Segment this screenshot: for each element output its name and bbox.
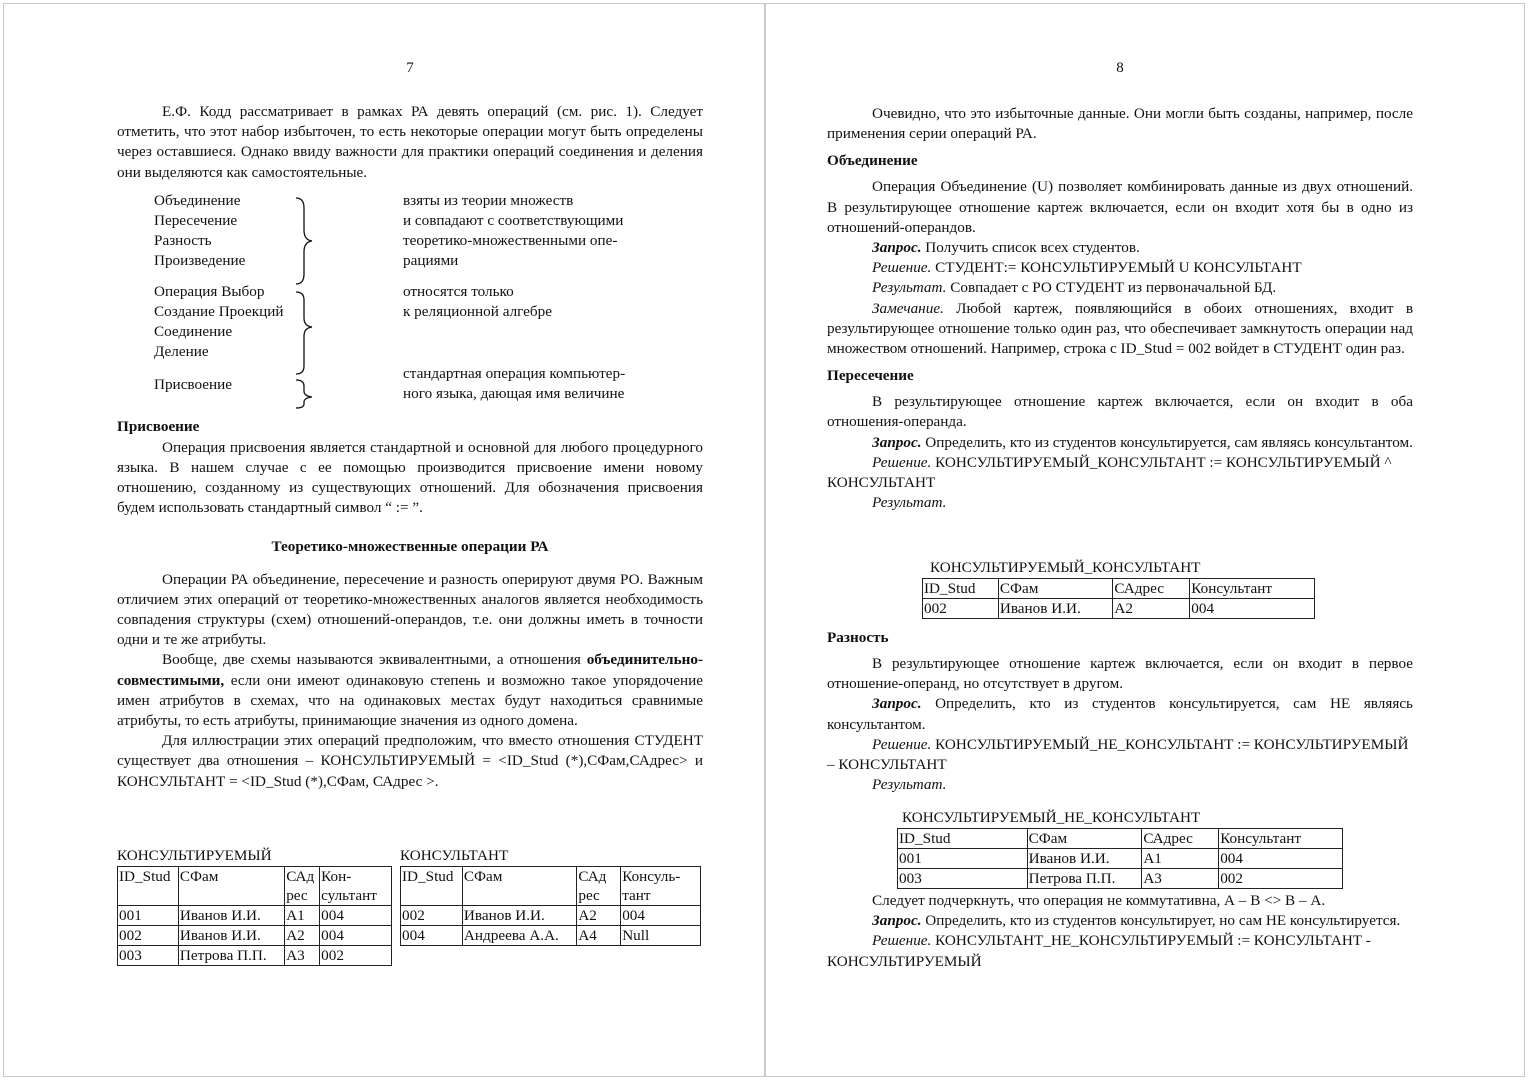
op-item: Разность: [154, 231, 212, 249]
table-row: [898, 869, 1343, 889]
table-caption: КОНСУЛЬТИРУЕМЫЙ_НЕ_КОНСУЛЬТАНТ: [902, 809, 1201, 826]
table-caption: КОНСУЛЬТИРУЕМЫЙ_КОНСУЛЬТАНТ: [930, 559, 1201, 576]
left-page: [117, 0, 703, 1080]
op-desc: и совпадают с соответствующими: [403, 211, 624, 229]
brace-graphics: [117, 189, 157, 415]
column-header: ID_Stud: [923, 579, 999, 599]
table-cell: Null: [621, 926, 701, 946]
table-cell: Иванов И.И.: [1027, 849, 1142, 869]
section-heading: Объединение: [827, 152, 918, 170]
section-heading: Пересечение: [827, 367, 914, 385]
op-desc: взяты из теории множеств: [403, 191, 574, 209]
table-cell: 004: [1190, 599, 1315, 619]
table-row: [898, 849, 1343, 869]
table-row: [923, 599, 1315, 619]
table-cell: 002: [118, 926, 179, 946]
table-header-row: [923, 579, 1315, 599]
intro-paragraph: Е.Ф. Кодд рассматривает в рамках РА девять операций (см. рис. 1). Следует отметить, что этот набор избыточен, то есть некоторые операции могут быть определены через оставшиеся. Однако ввиду важности для практики операций соединения и деления они выделяются как самостоятельные.: [117, 103, 703, 181]
operations-list: [117, 189, 703, 415]
query-line: Запрос. Определить, кто из студентов консультируется, сам являясь консультантом.: [872, 433, 1413, 451]
curly-braces: [290, 190, 320, 420]
table-cell: 004: [1219, 849, 1343, 869]
column-header: Консультант: [1190, 579, 1315, 599]
column-header: ID_Stud: [118, 867, 179, 906]
section-heading: Разность: [827, 629, 889, 646]
assign-paragraph: Операция присвоения является стандартной и основной для любого процедурного языка. В нашем случае с ее помощью производится присвоение имени новому отношению, созданному из существующих отношений. Для обозначения присвоения будем использовать стандартный символ “ := ”.: [117, 438, 703, 517]
table-cell: Иванов И.И.: [178, 906, 284, 926]
op-item: Присвоение: [154, 375, 233, 393]
op-item: Операция Выбор: [154, 282, 265, 300]
table-row: [118, 946, 392, 966]
section-title: Теоретико-множественные операции РА: [271, 537, 549, 555]
column-header: Консуль- тант: [621, 867, 701, 906]
table-cell: 003: [118, 946, 179, 966]
table-header-row: [401, 867, 701, 906]
paragraph: В результирующее отношение картеж включается, если он входит в первое отношение-операнд, но отсутствует в другом.: [827, 655, 1413, 693]
column-header: СФам: [998, 579, 1113, 599]
column-header: САдрес: [1142, 829, 1219, 849]
table-cell: А3: [285, 946, 320, 966]
table-cell: А2: [285, 926, 320, 946]
table-cell: 002: [923, 599, 999, 619]
table-konsultant: [400, 846, 701, 946]
paragraph: Операция Объединение (U) позволяет комбинировать данные из двух отношений. В результирующее отношение картеж включается, если он входит хотя бы в одно из отношений-операндов.: [827, 178, 1413, 236]
table-row: [401, 926, 701, 946]
column-header: САдрес: [1113, 579, 1190, 599]
table-cell: 001: [118, 906, 179, 926]
intro-paragraph: Очевидно, что это избыточные данные. Они могли быть созданы, например, после применения серии операций РА.: [827, 105, 1413, 143]
paragraph: Следует подчеркнуть, что операция не коммутативна, А – В <> В – А.: [872, 892, 1326, 909]
table-cell: Петрова П.П.: [178, 946, 284, 966]
table-cell: 004: [320, 906, 392, 926]
result-line: Результат.: [872, 776, 947, 794]
table-difference-result: [897, 808, 1343, 889]
result-line: Результат.: [872, 494, 947, 512]
table-cell: 004: [621, 906, 701, 926]
op-item: Деление: [154, 342, 209, 360]
op-item: Соединение: [154, 322, 233, 340]
column-header: Кон- сультант: [320, 867, 392, 906]
column-header: СФам: [178, 867, 284, 906]
table-cell: 004: [320, 926, 392, 946]
table-cell: А2: [1113, 599, 1190, 619]
note-paragraph: Замечание. Любой картеж, появляющийся в обоих отношениях, входит в результирующее отношение только один раз, что обеспечивает замкнутость операции над множеством отношений. Например, строка с ID_Stud = 002 войдет в СТУДЕНТ один раз.: [827, 299, 1413, 358]
section-heading: Присвоение: [117, 417, 200, 435]
solution-line: Решение. КОНСУЛЬТАНТ_НЕ_КОНСУЛЬТИРУЕМЫЙ := КОНСУЛЬТАНТ - КОНСУЛЬТИРУЕМЫЙ: [827, 932, 1371, 970]
table-intersection-result: [922, 558, 1315, 619]
table-header-row: [898, 829, 1343, 849]
op-item: Пересечение: [154, 211, 238, 229]
table-konsultiruemyi: [117, 846, 392, 966]
table-cell: Петрова П.П.: [1027, 869, 1142, 889]
table-cell: 002: [1219, 869, 1343, 889]
result-line: Результат. Совпадает с РО СТУДЕНТ из первоначальной БД.: [872, 279, 1277, 297]
table-cell: 002: [401, 906, 463, 926]
table-cell: Иванов И.И.: [178, 926, 284, 946]
table-row: [118, 906, 392, 926]
paragraph: Для иллюстрации этих операций предположим, что вместо отношения СТУДЕНТ существует два отношения – КОНСУЛЬТИРУЕМЫЙ = <ID_Stud (*),СФам,САдрес> и КОНСУЛЬТАНТ = <ID_Stud (*),СФам, САдрес >.: [117, 732, 703, 790]
op-desc: рациями: [403, 251, 459, 269]
table-cell: 002: [320, 946, 392, 966]
table-row: [118, 926, 392, 946]
column-header: САд рес: [285, 867, 320, 906]
table-cell: А1: [285, 906, 320, 926]
op-item: Создание Проекций: [154, 302, 284, 320]
solution-line: Решение. КОНСУЛЬТИРУЕМЫЙ_КОНСУЛЬТАНТ := КОНСУЛЬТИРУЕМЫЙ ^ КОНСУЛЬТАНТ: [827, 453, 1392, 492]
column-header: ID_Stud: [401, 867, 463, 906]
table-caption: КОНСУЛЬТАНТ: [400, 847, 509, 864]
table-cell: А3: [1142, 869, 1219, 889]
table-caption: КОНСУЛЬТИРУЕМЫЙ: [117, 847, 272, 864]
op-desc: ного языка, дающая имя величине: [403, 384, 625, 402]
table-header-row: [118, 867, 392, 906]
table-cell: 003: [898, 869, 1028, 889]
right-page: [827, 0, 1413, 1080]
table-cell: 004: [401, 926, 463, 946]
column-header: ID_Stud: [898, 829, 1028, 849]
query-line: Запрос. Определить, кто из студентов консультируется, сам НЕ являясь консультантом.: [827, 695, 1413, 733]
paragraph: Операции РА объединение, пересечение и разность оперируют двумя РО. Важным отличием этих операций от теоретико-множественных аналогов является необходимость совпадения структуры (схем) отношений-операндов, т.е. они должны иметь в точности одни и те же атрибуты.: [117, 570, 703, 649]
op-desc: стандартная операция компьютер-: [403, 364, 626, 382]
column-header: Консультант: [1219, 829, 1343, 849]
table-cell: 001: [898, 849, 1028, 869]
paragraph: Вообще, две схемы называются эквивалентными, а отношения объединительно-совместимыми, если они имеют одинаковую степень и возможно такое упорядочение имен атрибутов в схемах, что на одинаковых местах будут находиться сравнимые атрибуты, то есть атрибуты, принимающие значения из одного домена.: [117, 651, 703, 730]
column-header: СФам: [462, 867, 576, 906]
table-row: [401, 906, 701, 926]
table-cell: Иванов И.И.: [998, 599, 1113, 619]
column-header: САд рес: [577, 867, 621, 906]
query-line: Запрос. Определить, кто из студентов консультирует, но сам НЕ консультируется.: [872, 912, 1401, 930]
op-desc: относятся только: [403, 282, 514, 300]
solution-line: Решение. СТУДЕНТ:= КОНСУЛЬТИРУЕМЫЙ U КОНСУЛЬТАНТ: [872, 259, 1302, 277]
table-cell: А1: [1142, 849, 1219, 869]
op-desc: теоретико-множественными опе-: [403, 231, 618, 249]
op-desc: к реляционной алгебре: [403, 302, 552, 320]
op-item: Объединение: [154, 191, 241, 209]
query-line: Запрос. Получить список всех студентов.: [872, 239, 1140, 257]
paragraph: В результирующее отношение картеж включается, если он входит в оба отношения-операнда.: [827, 393, 1413, 431]
column-header: СФам: [1027, 829, 1142, 849]
table-cell: А2: [577, 906, 621, 926]
table-cell: А4: [577, 926, 621, 946]
op-item: Произведение: [154, 251, 246, 269]
table-cell: Андреева А.А.: [462, 926, 576, 946]
solution-line: Решение. КОНСУЛЬТИРУЕМЫЙ_НЕ_КОНСУЛЬТАНТ := КОНСУЛЬТИРУЕМЫЙ – КОНСУЛЬТАНТ: [827, 735, 1409, 774]
page-number: 8: [1116, 60, 1124, 76]
page-number: 7: [406, 60, 414, 76]
table-cell: Иванов И.И.: [462, 906, 576, 926]
